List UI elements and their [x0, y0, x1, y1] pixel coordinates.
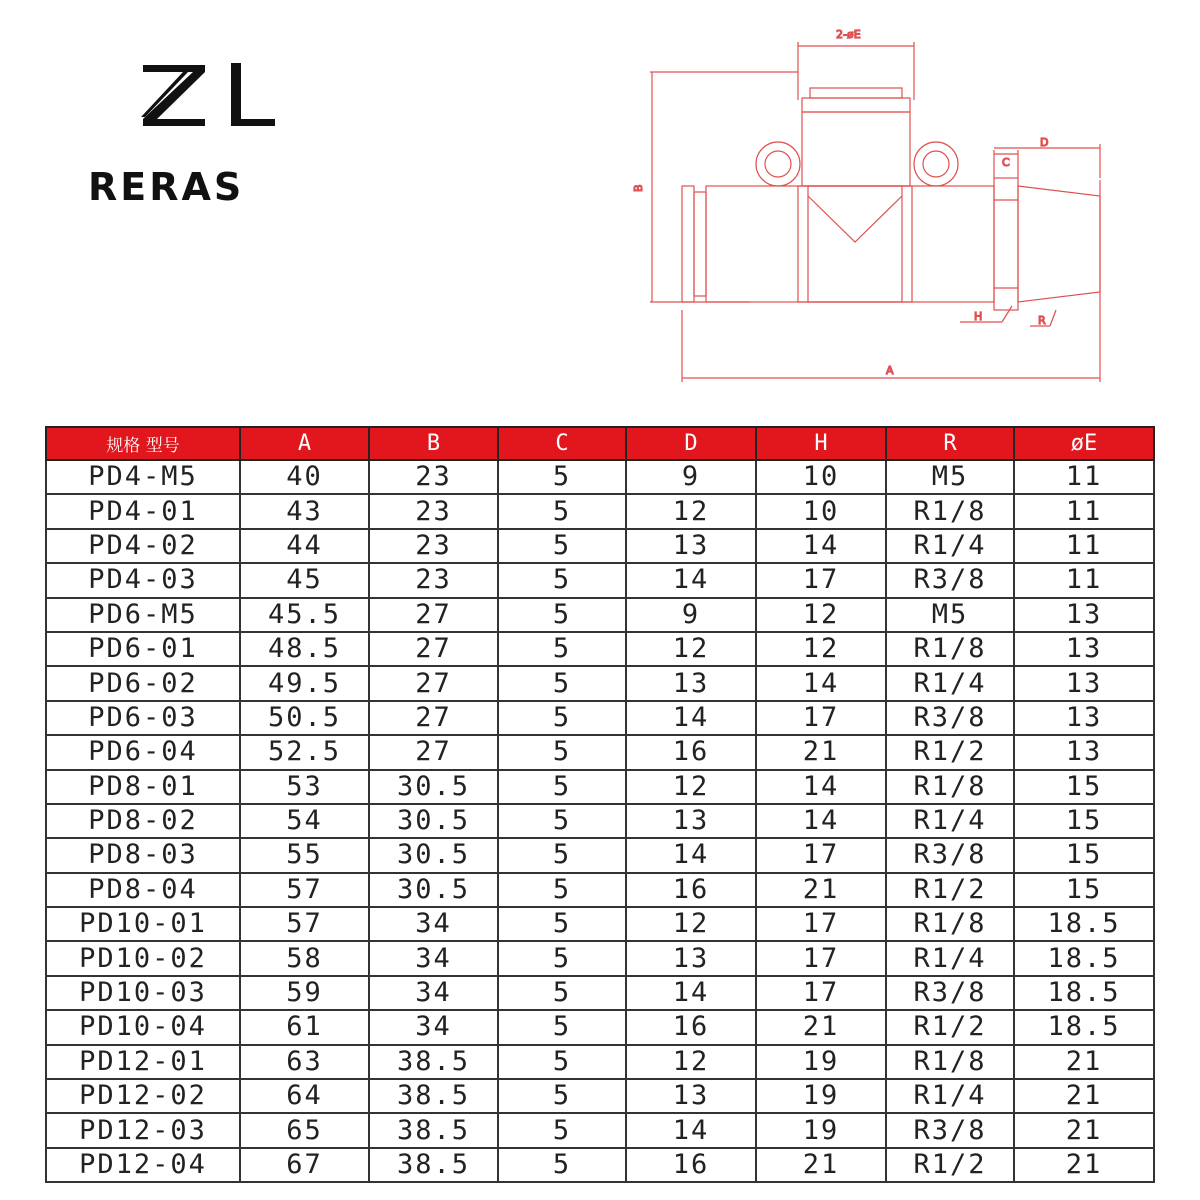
cell-h: 10 — [756, 460, 886, 494]
cell-model: PD4-03 — [46, 563, 240, 597]
cell-r: R3/8 — [886, 563, 1014, 597]
cell-b: 34 — [369, 907, 498, 941]
cell-a: 45 — [240, 563, 369, 597]
cell-c: 5 — [498, 1079, 626, 1113]
cell-b: 34 — [369, 1010, 498, 1044]
cell-r: R1/8 — [886, 770, 1014, 804]
cell-b: 27 — [369, 701, 498, 735]
cell-e: 18.5 — [1014, 1010, 1154, 1044]
table-row — [46, 460, 1154, 494]
cell-a: 64 — [240, 1079, 369, 1113]
table-row — [46, 976, 1154, 1010]
cell-h: 17 — [756, 907, 886, 941]
cell-e: 13 — [1014, 632, 1154, 666]
cell-h: 14 — [756, 666, 886, 700]
cell-a: 55 — [240, 838, 369, 872]
table-row — [46, 1079, 1154, 1113]
cell-a: 40 — [240, 460, 369, 494]
zl-logo-mark — [135, 55, 285, 135]
cell-e: 11 — [1014, 563, 1154, 597]
cell-r: R1/4 — [886, 529, 1014, 563]
cell-a: 53 — [240, 770, 369, 804]
header-a: A — [240, 427, 369, 460]
spec-table — [45, 426, 1155, 1183]
label-r: R — [1038, 314, 1046, 327]
cell-model: PD12-01 — [46, 1045, 240, 1079]
cell-a: 63 — [240, 1045, 369, 1079]
cell-model: PD6-04 — [46, 735, 240, 769]
cell-e: 18.5 — [1014, 907, 1154, 941]
cell-b: 27 — [369, 632, 498, 666]
cell-d: 14 — [626, 701, 756, 735]
cell-model: PD6-01 — [46, 632, 240, 666]
cell-r: R1/2 — [886, 873, 1014, 907]
cell-h: 14 — [756, 770, 886, 804]
table-row — [46, 701, 1154, 735]
cell-r: R1/8 — [886, 1045, 1014, 1079]
cell-b: 38.5 — [369, 1045, 498, 1079]
cell-r: R3/8 — [886, 701, 1014, 735]
cell-r: R1/8 — [886, 907, 1014, 941]
cell-e: 21 — [1014, 1148, 1154, 1182]
cell-b: 23 — [369, 563, 498, 597]
table-row — [46, 563, 1154, 597]
cell-h: 21 — [756, 1148, 886, 1182]
cell-e: 11 — [1014, 529, 1154, 563]
cell-b: 34 — [369, 976, 498, 1010]
cell-b: 30.5 — [369, 770, 498, 804]
cell-h: 12 — [756, 632, 886, 666]
cell-d: 9 — [626, 598, 756, 632]
cell-c: 5 — [498, 976, 626, 1010]
cell-a: 43 — [240, 494, 369, 528]
cell-model: PD10-02 — [46, 941, 240, 975]
cell-e: 13 — [1014, 735, 1154, 769]
cell-a: 52.5 — [240, 735, 369, 769]
technical-drawing — [630, 20, 1110, 390]
cell-a: 49.5 — [240, 666, 369, 700]
table-row — [46, 838, 1154, 872]
cell-e: 13 — [1014, 701, 1154, 735]
cell-a: 61 — [240, 1010, 369, 1044]
cell-model: PD8-03 — [46, 838, 240, 872]
cell-a: 57 — [240, 907, 369, 941]
table-row — [46, 770, 1154, 804]
cell-b: 34 — [369, 941, 498, 975]
cell-b: 30.5 — [369, 838, 498, 872]
cell-c: 5 — [498, 598, 626, 632]
cell-h: 17 — [756, 941, 886, 975]
cell-model: PD12-04 — [46, 1148, 240, 1182]
cell-d: 14 — [626, 838, 756, 872]
cell-r: R3/8 — [886, 838, 1014, 872]
cell-r: R1/8 — [886, 632, 1014, 666]
cell-h: 17 — [756, 838, 886, 872]
header-h: H — [756, 427, 886, 460]
cell-model: PD8-01 — [46, 770, 240, 804]
cell-e: 13 — [1014, 666, 1154, 700]
cell-b: 23 — [369, 460, 498, 494]
table-row — [46, 1148, 1154, 1182]
cell-model: PD6-03 — [46, 701, 240, 735]
header-model: 规格 型号 — [46, 427, 240, 460]
cell-r: R1/8 — [886, 494, 1014, 528]
cell-b: 27 — [369, 735, 498, 769]
cell-a: 44 — [240, 529, 369, 563]
table-row — [46, 1113, 1154, 1147]
cell-model: PD8-02 — [46, 804, 240, 838]
cell-c: 5 — [498, 701, 626, 735]
cell-e: 11 — [1014, 494, 1154, 528]
brand-logo — [80, 55, 340, 215]
cell-c: 5 — [498, 529, 626, 563]
cell-c: 5 — [498, 873, 626, 907]
label-b: B — [632, 184, 645, 192]
table-row — [46, 598, 1154, 632]
cell-a: 50.5 — [240, 701, 369, 735]
cell-a: 59 — [240, 976, 369, 1010]
cell-h: 19 — [756, 1045, 886, 1079]
cell-b: 23 — [369, 529, 498, 563]
table-row — [46, 941, 1154, 975]
cell-d: 13 — [626, 666, 756, 700]
cell-d: 12 — [626, 1045, 756, 1079]
cell-b: 38.5 — [369, 1079, 498, 1113]
cell-c: 5 — [498, 838, 626, 872]
table-row — [46, 804, 1154, 838]
cell-a: 58 — [240, 941, 369, 975]
cell-e: 21 — [1014, 1113, 1154, 1147]
cell-c: 5 — [498, 563, 626, 597]
cell-e: 21 — [1014, 1045, 1154, 1079]
cell-r: M5 — [886, 598, 1014, 632]
table-row — [46, 735, 1154, 769]
cell-b: 30.5 — [369, 804, 498, 838]
cell-r: R1/4 — [886, 804, 1014, 838]
cell-e: 18.5 — [1014, 941, 1154, 975]
label-a: A — [886, 364, 894, 377]
table-row — [46, 1045, 1154, 1079]
cell-b: 30.5 — [369, 873, 498, 907]
cell-c: 5 — [498, 632, 626, 666]
cell-model: PD8-04 — [46, 873, 240, 907]
cell-model: PD10-03 — [46, 976, 240, 1010]
table-body — [46, 460, 1154, 1182]
cell-h: 17 — [756, 563, 886, 597]
cell-model: PD12-03 — [46, 1113, 240, 1147]
cell-a: 48.5 — [240, 632, 369, 666]
cell-e: 15 — [1014, 873, 1154, 907]
table-row — [46, 873, 1154, 907]
cell-b: 38.5 — [369, 1148, 498, 1182]
header-c: C — [498, 427, 626, 460]
cell-d: 14 — [626, 1113, 756, 1147]
cell-r: R3/8 — [886, 976, 1014, 1010]
cell-d: 13 — [626, 1079, 756, 1113]
cell-b: 38.5 — [369, 1113, 498, 1147]
header-r: R — [886, 427, 1014, 460]
cell-e: 13 — [1014, 598, 1154, 632]
cell-h: 19 — [756, 1113, 886, 1147]
cell-a: 57 — [240, 873, 369, 907]
cell-r: R1/4 — [886, 1079, 1014, 1113]
cell-c: 5 — [498, 666, 626, 700]
cell-c: 5 — [498, 1045, 626, 1079]
cell-e: 15 — [1014, 770, 1154, 804]
cell-d: 13 — [626, 529, 756, 563]
cell-e: 15 — [1014, 804, 1154, 838]
cell-c: 5 — [498, 494, 626, 528]
cell-b: 23 — [369, 494, 498, 528]
cell-r: R1/4 — [886, 666, 1014, 700]
cell-h: 19 — [756, 1079, 886, 1113]
cell-d: 14 — [626, 563, 756, 597]
cell-c: 5 — [498, 1148, 626, 1182]
cell-model: PD4-M5 — [46, 460, 240, 494]
cell-r: M5 — [886, 460, 1014, 494]
cell-a: 45.5 — [240, 598, 369, 632]
cell-d: 16 — [626, 1148, 756, 1182]
cell-h: 21 — [756, 1010, 886, 1044]
cell-model: PD6-M5 — [46, 598, 240, 632]
cell-c: 5 — [498, 770, 626, 804]
cell-r: R1/2 — [886, 735, 1014, 769]
cell-d: 12 — [626, 770, 756, 804]
cell-d: 16 — [626, 1010, 756, 1044]
cell-h: 17 — [756, 976, 886, 1010]
cell-d: 14 — [626, 976, 756, 1010]
header-b: B — [369, 427, 498, 460]
label-c: C — [1002, 156, 1010, 169]
cell-h: 21 — [756, 873, 886, 907]
brand-name: RERAS — [88, 165, 245, 209]
cell-r: R1/4 — [886, 941, 1014, 975]
cell-e: 11 — [1014, 460, 1154, 494]
table-row — [46, 529, 1154, 563]
cell-d: 16 — [626, 735, 756, 769]
cell-h: 10 — [756, 494, 886, 528]
label-h: H — [974, 310, 983, 323]
cell-c: 5 — [498, 804, 626, 838]
table-header-row — [46, 427, 1154, 460]
label-d: D — [1040, 136, 1049, 149]
cell-b: 27 — [369, 598, 498, 632]
cell-h: 17 — [756, 701, 886, 735]
cell-d: 13 — [626, 941, 756, 975]
label-e: 2-øE — [836, 28, 861, 41]
cell-c: 5 — [498, 735, 626, 769]
cell-d: 13 — [626, 804, 756, 838]
cell-r: R1/2 — [886, 1148, 1014, 1182]
cell-h: 21 — [756, 735, 886, 769]
cell-r: R3/8 — [886, 1113, 1014, 1147]
cell-r: R1/2 — [886, 1010, 1014, 1044]
cell-model: PD4-01 — [46, 494, 240, 528]
cell-d: 12 — [626, 632, 756, 666]
cell-b: 27 — [369, 666, 498, 700]
cell-c: 5 — [498, 1113, 626, 1147]
cell-h: 12 — [756, 598, 886, 632]
cell-model: PD6-02 — [46, 666, 240, 700]
table-row — [46, 632, 1154, 666]
table-row — [46, 494, 1154, 528]
cell-h: 14 — [756, 804, 886, 838]
cell-e: 18.5 — [1014, 976, 1154, 1010]
cell-model: PD4-02 — [46, 529, 240, 563]
cell-c: 5 — [498, 907, 626, 941]
cell-d: 16 — [626, 873, 756, 907]
table-row — [46, 1010, 1154, 1044]
table-row — [46, 907, 1154, 941]
header-d: D — [626, 427, 756, 460]
table-row — [46, 666, 1154, 700]
header-e: øE — [1014, 427, 1154, 460]
cell-model: PD10-01 — [46, 907, 240, 941]
cell-c: 5 — [498, 1010, 626, 1044]
cell-a: 67 — [240, 1148, 369, 1182]
cell-d: 12 — [626, 494, 756, 528]
cell-model: PD12-02 — [46, 1079, 240, 1113]
cell-c: 5 — [498, 460, 626, 494]
cell-a: 54 — [240, 804, 369, 838]
cell-h: 14 — [756, 529, 886, 563]
cell-model: PD10-04 — [46, 1010, 240, 1044]
cell-c: 5 — [498, 941, 626, 975]
cell-e: 21 — [1014, 1079, 1154, 1113]
cell-e: 15 — [1014, 838, 1154, 872]
cell-d: 12 — [626, 907, 756, 941]
cell-a: 65 — [240, 1113, 369, 1147]
cell-d: 9 — [626, 460, 756, 494]
